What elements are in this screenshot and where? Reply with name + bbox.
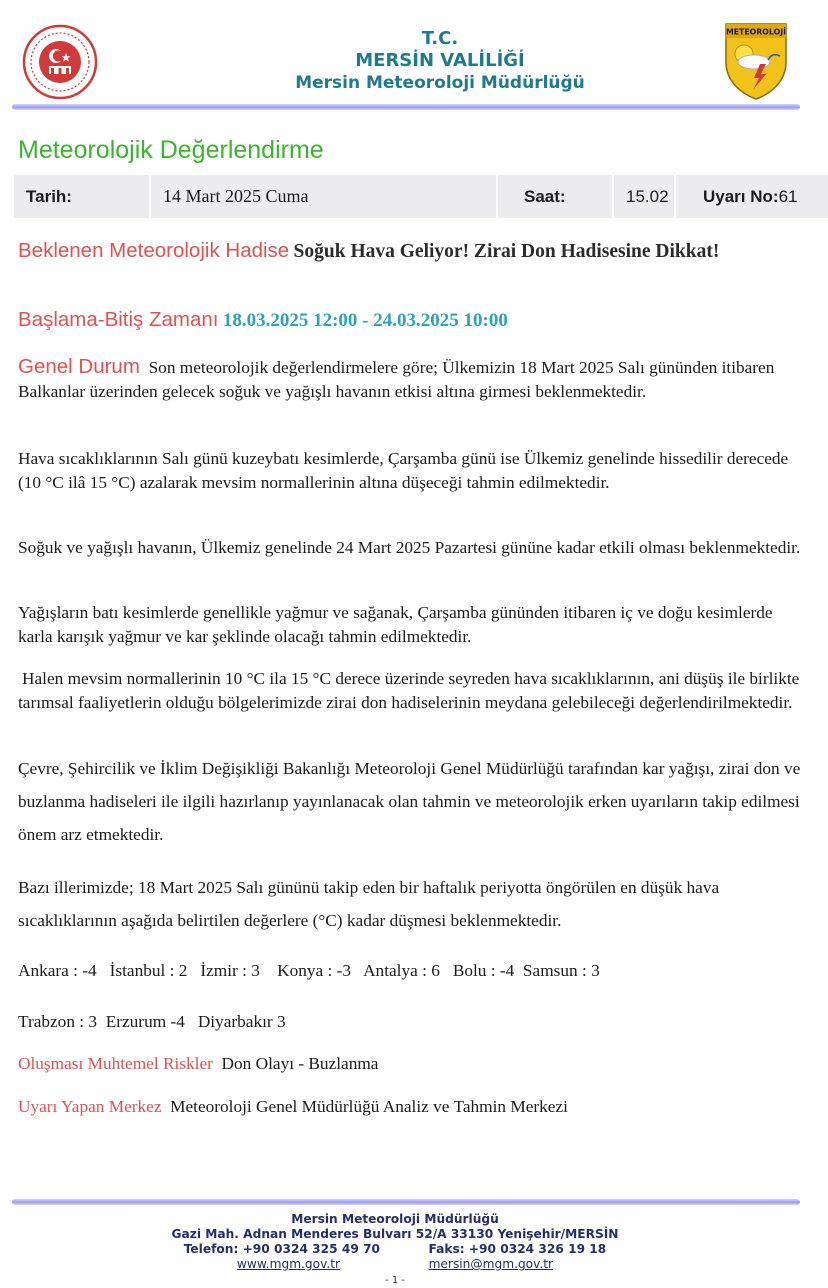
page-title: Meteorolojik Değerlendirme bbox=[18, 136, 324, 164]
info-bar bbox=[14, 175, 828, 218]
footer-links bbox=[0, 1257, 790, 1272]
footer-address: Gazi Mah. Adnan Menderes Bulvarı 52/A 33130 Yenişehir/MERSİN bbox=[171, 1227, 619, 1241]
possible-risks bbox=[18, 1052, 808, 1076]
meteoroloji-logo-icon bbox=[722, 22, 790, 100]
expected-event bbox=[18, 239, 808, 264]
time-label: Saat: bbox=[498, 175, 614, 218]
paragraph-follow-warnings: Çevre, Şehircilik ve İklim Değişikliği Bakanlığı Meteoroloji Genel Müdürlüğü tarafından kar yağışı, zirai don ve buzlanma hadiseleri ile ilgili hazırlanıp yayınlanacak olan tahmin ve meteorolojik erken uyarıların takip edilmesi önem arz etmektedir. bbox=[18, 759, 801, 844]
paragraph-temperature-drop: Hava sıcaklıklarının Salı günü kuzeybatı kesimlerde, Çarşamba günü ise Ülkemiz genelinde hissedilir derecede (10 °C ilâ 15 °C) azalarak mevsim normallerinin altına düşeceği tahmin edilmektedir. bbox=[18, 449, 789, 492]
warning-number bbox=[676, 175, 828, 218]
general-situation-p1 bbox=[18, 355, 808, 403]
expected-event-text: Soğuk Hava Geliyor! Zirai Don Hadisesine Dikkat! bbox=[293, 241, 720, 262]
warning-value: 61 bbox=[778, 186, 798, 206]
paragraph-min-temps: Bazı illerimizde; 18 Mart 2025 Salı gününü takip eden bir haftalık periyotta öngörülen en düşük hava sıcaklıklarının aşağıda belirtilen değerlere (°C) kadar düşmesi beklenmektedir. bbox=[18, 878, 720, 930]
footer-name: Mersin Meteoroloji Müdürlüğü bbox=[291, 1212, 499, 1226]
expected-event-label: Beklenen Meteorolojik Hadise bbox=[18, 239, 290, 262]
footer-divider bbox=[12, 1199, 800, 1205]
header-tc: T.C. bbox=[421, 28, 459, 49]
footer-fax: Faks: +90 0324 326 19 18 bbox=[428, 1242, 607, 1256]
date-label: Tarih: bbox=[14, 175, 151, 218]
logo-wordmark: METEOROLOJİ bbox=[725, 27, 787, 37]
time-value: 15.02 bbox=[614, 175, 676, 218]
possible-risks-label: Oluşması Muhtemel Riskler bbox=[18, 1054, 213, 1073]
issuing-center bbox=[18, 1095, 808, 1119]
validity-period bbox=[18, 308, 808, 333]
date-value: 14 Mart 2025 Cuma bbox=[151, 175, 498, 218]
header-governorship: MERSİN VALİLİĞİ bbox=[355, 50, 525, 71]
city-temps-line1: Ankara : -4 İstanbul : 2 İzmir : 3 Konya : -3 Antalya : 6 Bolu : -4 Samsun : 3 bbox=[18, 961, 600, 980]
header-directorate: Mersin Meteoroloji Müdürlüğü bbox=[295, 73, 585, 93]
possible-risks-text: Don Olayı - Buzlanma bbox=[221, 1054, 379, 1073]
city-temps-line2: Trabzon : 3 Erzurum -4 Diyarbakır 3 bbox=[18, 1012, 286, 1031]
letterhead bbox=[0, 0, 828, 120]
email-link[interactable]: mersin@mgm.gov.tr bbox=[428, 1257, 554, 1271]
valilik-seal-icon bbox=[22, 24, 98, 100]
paragraph-frost-risk: Halen mevsim normallerinin 10 °C ila 15 °C derece üzerinde seyreden hava sıcaklıklarının, ani düşüş ile birlikte tarımsal faaliyetlerin olduğu bölgelerimizde zirai don hadiselerinin meydana gelebileceği değerlendirilmektedir. bbox=[18, 669, 800, 712]
validity-period-text: 18.03.2025 12:00 - 24.03.2025 10:00 bbox=[222, 310, 508, 331]
footer-contact bbox=[0, 1242, 790, 1257]
page-number: - 1 - bbox=[385, 1275, 405, 1286]
general-situation-label: Genel Durum bbox=[18, 355, 140, 378]
website-link[interactable]: www.mgm.gov.tr bbox=[236, 1257, 341, 1271]
issuing-center-text: Meteoroloji Genel Müdürlüğü Analiz ve Tahmin Merkezi bbox=[170, 1097, 568, 1116]
issuing-center-label: Uyarı Yapan Merkez bbox=[18, 1097, 162, 1116]
warning-label: Uyarı No: bbox=[703, 186, 779, 206]
general-situation-text: Son meteorolojik değerlendirmelere göre; Ülkemizin 18 Mart 2025 Salı gününden itibaren Balkanlar üzerinden gelecek soğuk ve yağışlı havanın etkisi altına girmesi beklenmektedir. bbox=[18, 358, 775, 401]
paragraph-duration: Soğuk ve yağışlı havanın, Ülkemiz genelinde 24 Mart 2025 Pazartesi gününe kadar etkili olması beklenmektedir. bbox=[18, 538, 801, 557]
footer-phone: Telefon: +90 0324 325 49 70 bbox=[183, 1242, 381, 1256]
paragraph-precipitation: Yağışların batı kesimlerde genellikle yağmur ve sağanak, Çarşamba gününden itibaren iç ve doğu kesimlerde karla karışık yağmur ve kar şeklinde olacağı tahmin edilmektedir. bbox=[18, 603, 773, 646]
validity-period-label: Başlama-Bitiş Zamanı bbox=[18, 308, 219, 331]
header-divider bbox=[12, 104, 800, 110]
